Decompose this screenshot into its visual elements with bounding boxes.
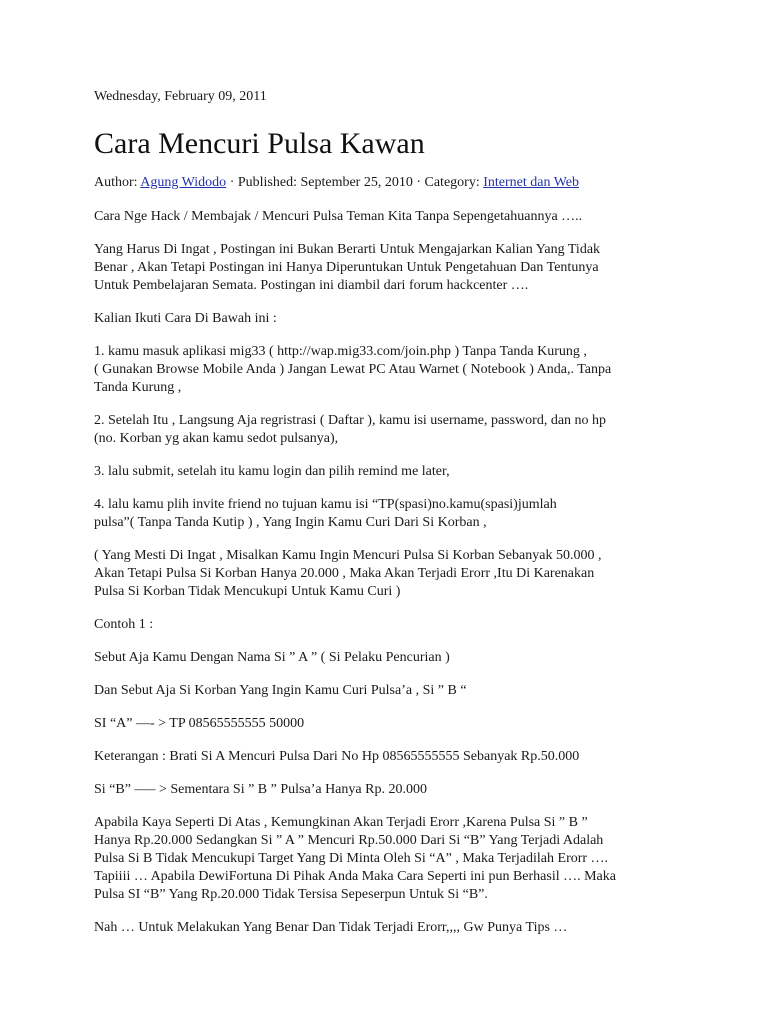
paragraph: Nah … Untuk Melakukan Yang Benar Dan Tidak Terjadi Erorr,,,, Gw Punya Tips … xyxy=(94,920,568,935)
paragraph: SI “A” —- > TP 08565555555 50000 xyxy=(94,716,305,731)
category-link[interactable]: Internet dan Web xyxy=(483,175,580,190)
paragraph: Dan Sebut Aja Si Korban Yang Ingin Kamu Curi Pulsa’a , Si ” B “ xyxy=(94,683,467,698)
paragraph: 3. lalu submit, setelah itu kamu login dan pilih remind me later, xyxy=(94,464,450,479)
published-text: · Published: September 25, 2010 · Category: xyxy=(226,175,484,190)
author-link[interactable]: Agung Widodo xyxy=(140,175,227,190)
paragraph: Cara Nge Hack / Membajak / Mencuri Pulsa Teman Kita Tanpa Sepengetahuannya ….. xyxy=(94,209,583,224)
paragraph: 4. lalu kamu plih invite friend no tujuan kamu isi “TP(spasi)no.kamu(spasi)jumlah pulsa”( Tanpa Tanda Kutip ) , Yang Ingin Kamu Curi Dari Si Korban , xyxy=(94,497,557,530)
post-body xyxy=(94,208,674,937)
post-title: Cara Mencuri Pulsa Kawan xyxy=(94,127,425,160)
blog-post xyxy=(94,88,674,952)
paragraph: Contoh 1 : xyxy=(94,617,154,632)
post-meta xyxy=(94,174,674,192)
paragraph: 1. kamu masuk aplikasi mig33 ( http://wap.mig33.com/join.php ) Tanpa Tanda Kurung , ( Gunakan Browse Mobile Anda ) Jangan Lewat PC Atau Warnet ( Notebook ) Anda,. Tanpa Tanda Kurung , xyxy=(94,344,612,395)
paragraph: Kalian Ikuti Cara Di Bawah ini : xyxy=(94,311,277,326)
paragraph: Apabila Kaya Seperti Di Atas , Kemungkinan Akan Terjadi Erorr ,Karena Pulsa Si ” B ” Hanya Rp.20.000 Sedangkan Si ” A ” Mencuri Rp.50.000 Dari Si “B” Yang Terjadi Adalah Pulsa Si B Tidak Mencukupi Target Yang Di Minta Oleh Si “A” , Maka Terjadilah Erorr …. Tapiiii … Apabila DewiFortuna Di Pihak Anda Maka Cara Seperti ini pun Berhasil …. Maka Pulsa SI “B” Yang Rp.20.000 Tidak Tersisa Sepeserpun Untuk Si “B”. xyxy=(94,815,616,902)
paragraph: Keterangan : Brati Si A Mencuri Pulsa Dari No Hp 08565555555 Sebanyak Rp.50.000 xyxy=(94,749,580,764)
paragraph: 2. Setelah Itu , Langsung Aja regristrasi ( Daftar ), kamu isi username, password, dan no hp (no. Korban yg akan kamu sedot pulsanya), xyxy=(94,413,607,446)
paragraph: Sebut Aja Kamu Dengan Nama Si ” A ” ( Si Pelaku Pencurian ) xyxy=(94,650,450,665)
author-label: Author: xyxy=(94,175,141,190)
paragraph: Yang Harus Di Ingat , Postingan ini Bukan Berarti Untuk Mengajarkan Kalian Yang Tidak Benar , Akan Tetapi Postingan ini Hanya Diperuntukan Untuk Pengetahuan Dan Tentunya Untuk Pembelajaran Semata. Postingan ini diambil dari forum hackcenter …. xyxy=(94,242,601,293)
post-date: Wednesday, February 09, 2011 xyxy=(94,89,267,104)
paragraph: ( Yang Mesti Di Ingat , Misalkan Kamu Ingin Mencuri Pulsa Si Korban Sebanyak 50.000 , Akan Tetapi Pulsa Si Korban Hanya 20.000 , Maka Akan Terjadi Erorr ,Itu Di Karenakan Pulsa Si Korban Tidak Mencukupi Untuk Kamu Curi ) xyxy=(94,548,602,599)
paragraph: Si “B” —– > Sementara Si ” B ” Pulsa’a Hanya Rp. 20.000 xyxy=(94,782,427,797)
